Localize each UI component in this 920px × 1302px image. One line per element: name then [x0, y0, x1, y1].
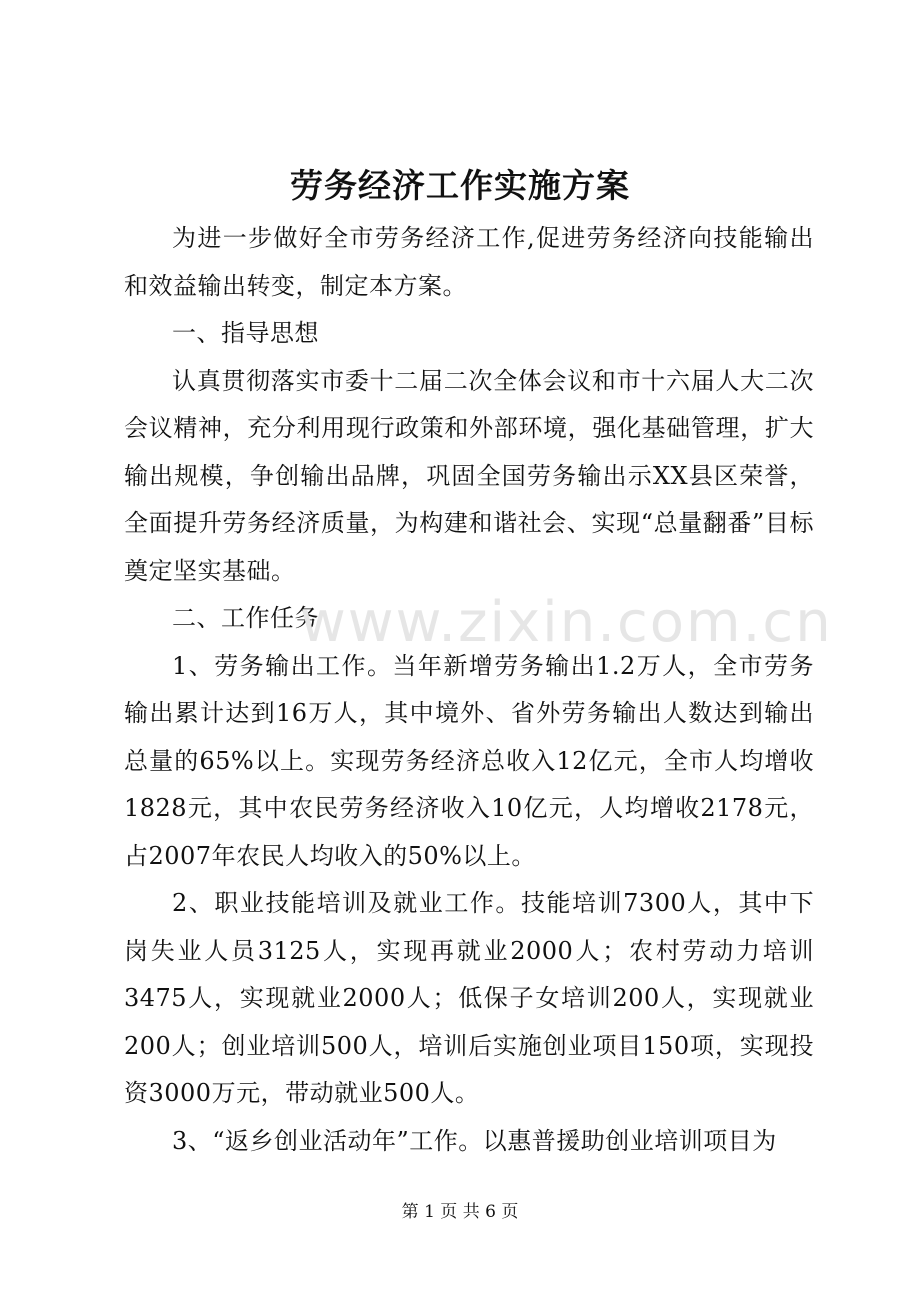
paragraph-task-2: 2、职业技能培训及就业工作。技能培训7300人，其中下岗失业人员3125人，实现再就业2000人；农村劳动力培训3475人，实现就业2000人；低保子女培训200人，实现就业200人；创业培训500人，培训后实施创业项目150项，实现投资3000万元，带动就业500人。: [124, 889, 814, 1107]
paragraph-intro: 为进一步做好全市劳务经济工作,促进劳务经济向技能输出和效益输出转变，制定本方案。: [124, 224, 814, 300]
document-title: 劳务经济工作实施方案: [290, 166, 630, 205]
paragraph-task-3: 3、“返乡创业活动年”工作。以惠普援助创业培训项目为: [172, 1126, 777, 1155]
page-footer: 第 1 页 共 6 页: [401, 1202, 519, 1222]
heading-work-tasks: 二、工作任务: [172, 604, 319, 632]
paragraph-guiding-ideology: 认真贯彻落实市委十二届二次全体会议和市十六届人大二次会议精神，充分利用现行政策和外部环境，强化基础管理，扩大输出规模，争创输出品牌，巩固全国劳务输出示XX县区荣誉，全面提升劳务经济质量，为构建和谐社会、实现“总量翻番”目标奠定坚实基础。: [124, 366, 814, 585]
document-body: [124, 215, 814, 1165]
paragraph-task-1: 1、劳务输出工作。当年新增劳务输出1.2万人，全市劳务输出累计达到16万人，其中境外、省外劳务输出人数达到输出总量的65%以上。实现劳务经济总收入12亿元，全市人均增收1828元，其中农民劳务经济收入10亿元，人均增收2178元，占2007年农民人均收入的50%以上。: [124, 651, 814, 870]
heading-guiding-ideology: 一、指导思想: [172, 319, 319, 347]
watermark: www.zixin.com.cn: [300, 590, 833, 655]
